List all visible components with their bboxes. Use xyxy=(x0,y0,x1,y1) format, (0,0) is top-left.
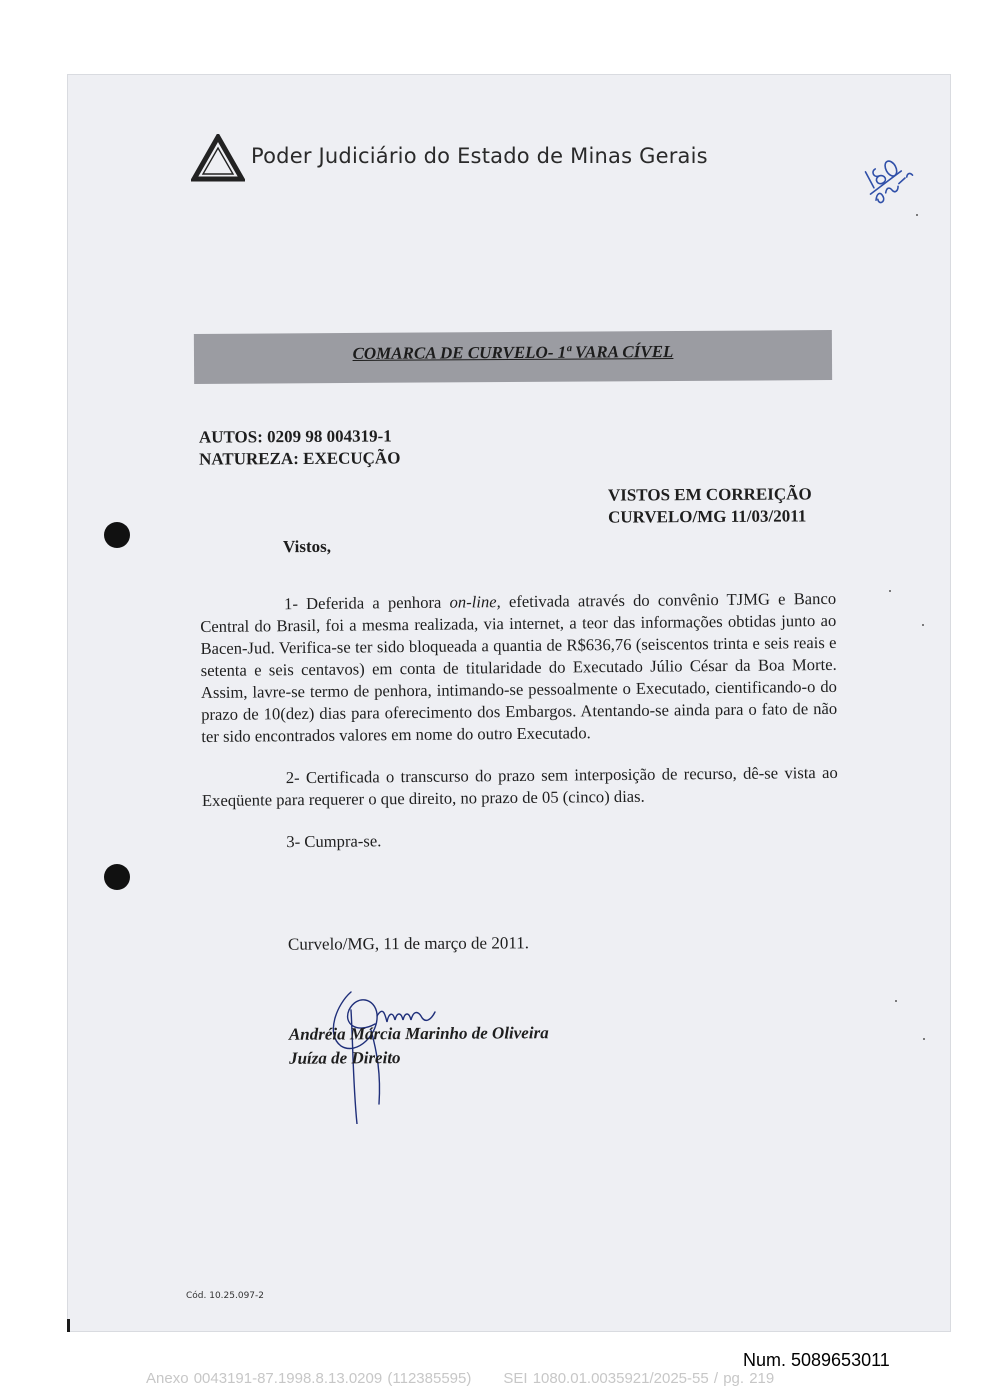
footer-annex: Anexo 0043191-87.1998.8.13.0209 (112385595) xyxy=(146,1370,472,1387)
scan-speck xyxy=(922,624,924,626)
signer-title: Juíza de Direito xyxy=(289,1048,401,1068)
footer-sei: SEI 1080.01.0035921/2025-55 / pg. 219 xyxy=(503,1370,775,1387)
judiciary-triangle-logo-icon xyxy=(191,134,245,184)
punch-hole-top xyxy=(104,522,130,548)
paragraph-1-emphasis: on-line, xyxy=(449,592,501,612)
paragraph-1-start: 1- Deferida a penhora xyxy=(284,592,450,614)
greeting: Vistos, xyxy=(282,536,332,557)
comarca-banner xyxy=(194,330,832,384)
case-info xyxy=(199,425,401,470)
handwritten-page-number xyxy=(857,142,927,212)
scan-speck xyxy=(923,1038,925,1040)
punch-hole-bottom xyxy=(104,864,130,890)
signer-block xyxy=(289,1021,549,1071)
case-number: AUTOS: 0209 98 004319-1 xyxy=(198,426,392,447)
scan-speck xyxy=(889,590,891,592)
document-number: Num. 5089653011 xyxy=(743,1350,890,1370)
comarca-title: COMARCA DE CURVELO- 1ª VARA CÍVEL xyxy=(352,342,674,363)
scan-speck xyxy=(916,214,918,216)
correicao-stamp xyxy=(608,483,812,528)
form-code: Cód. 10.25.097-2 xyxy=(186,1291,265,1301)
decision-body xyxy=(200,588,838,854)
date-line: Curvelo/MG, 11 de março de 2011. xyxy=(287,933,530,954)
footer-reference xyxy=(146,1370,774,1387)
paragraph-1 xyxy=(200,588,837,748)
scan-speck xyxy=(895,1000,897,1002)
paragraph-3: 3- Cumpra-se. xyxy=(286,831,382,852)
correicao-line-1: VISTOS EM CORREIÇÃO xyxy=(607,484,812,505)
case-nature: NATUREZA: EXECUÇÃO xyxy=(199,448,401,469)
court-header-title: Poder Judiciário do Estado de Minas Gerais xyxy=(251,144,708,168)
correicao-line-2: CURVELO/MG 11/03/2011 xyxy=(608,506,807,527)
scanned-page xyxy=(67,74,951,1332)
scan-edge xyxy=(67,1319,70,1332)
paragraph-1-rest: efetivada através do convênio TJMG e Banco Central do Brasil, foi a mesma realizada, via internet, a teor das informações obtidas junto ao Bacen-Jud. Verifica-se ter sido bloqueada a quantia de R$636,76 (seiscentos trinta e seis reais e setenta e seis centavos) em conta de titularidade do Executado Júlio César da Boa Morte. Assim, lavre-se termo de penhora, intimando-se pessoalmente o Executado, cientificando-o do prazo de 10(dez) dias para oferecimento dos Embargos. Atentando-se ainda para o fato de não ter sido encontrados valores em nome do outro Executado. xyxy=(200,588,838,746)
paragraph-2: 2- Certificada o transcurso do prazo sem interposição de recurso, dê-se vista ao Exeqüente para requerer o que direito, no prazo de 05 (cinco) dias. xyxy=(201,762,838,810)
signer-name: Andréia Márcia Marinho de Oliveira xyxy=(288,1023,549,1044)
